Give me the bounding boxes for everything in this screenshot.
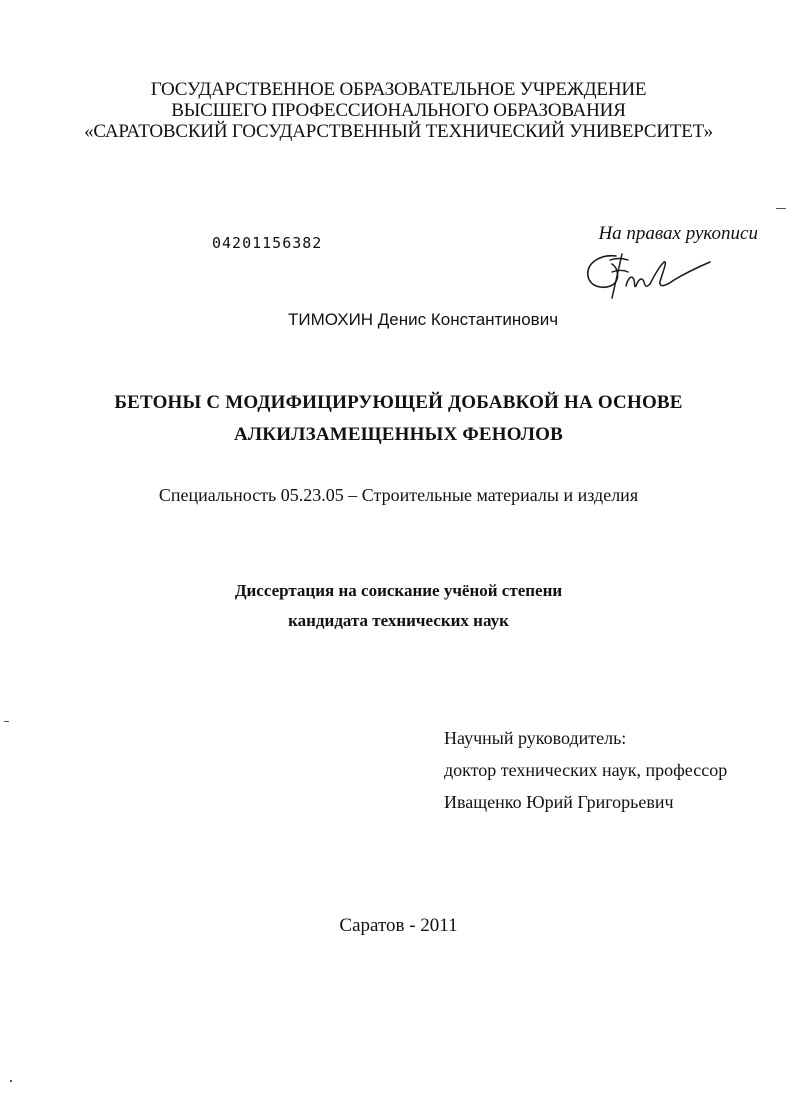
advisor-credentials: доктор технических наук, профессор: [444, 760, 728, 780]
institution-line-3: «САРАТОВСКИЙ ГОСУДАРСТВЕННЫЙ ТЕХНИЧЕСКИЙ УНИВЕРСИТЕТ»: [84, 121, 713, 142]
advisor-name: Иващенко Юрий Григорьевич: [444, 792, 674, 812]
scan-artifact: [4, 721, 9, 722]
registration-number: 04201156382: [212, 234, 323, 252]
degree-line-2: кандидата технических наук: [288, 611, 509, 630]
specialty-line: Специальность 05.23.05 – Строительные материалы и изделия: [158, 485, 639, 505]
signature-image: [582, 250, 712, 302]
degree-line-1: Диссертация на соискание учёной степени: [234, 581, 563, 600]
scan-artifact: [776, 208, 786, 209]
advisor-label: Научный руководитель:: [444, 728, 627, 748]
author-name: ТИМОХИН Денис Константинович: [288, 310, 559, 329]
manuscript-rights-note: На правах рукописи: [598, 223, 758, 244]
city-year: Саратов - 2011: [339, 915, 458, 936]
institution-line-2: ВЫСШЕГО ПРОФЕССИОНАЛЬНОГО ОБРАЗОВАНИЯ: [171, 100, 626, 121]
dissertation-title-line-1: БЕТОНЫ С МОДИФИЦИРУЮЩЕЙ ДОБАВКОЙ НА ОСНОВЕ: [114, 392, 683, 413]
dissertation-title-line-2: АЛКИЛЗАМЕЩЕННЫХ ФЕНОЛОВ: [234, 424, 563, 445]
scan-artifact: [10, 1080, 12, 1082]
institution-line-1: ГОСУДАРСТВЕННОЕ ОБРАЗОВАТЕЛЬНОЕ УЧРЕЖДЕНИЕ: [150, 79, 647, 100]
